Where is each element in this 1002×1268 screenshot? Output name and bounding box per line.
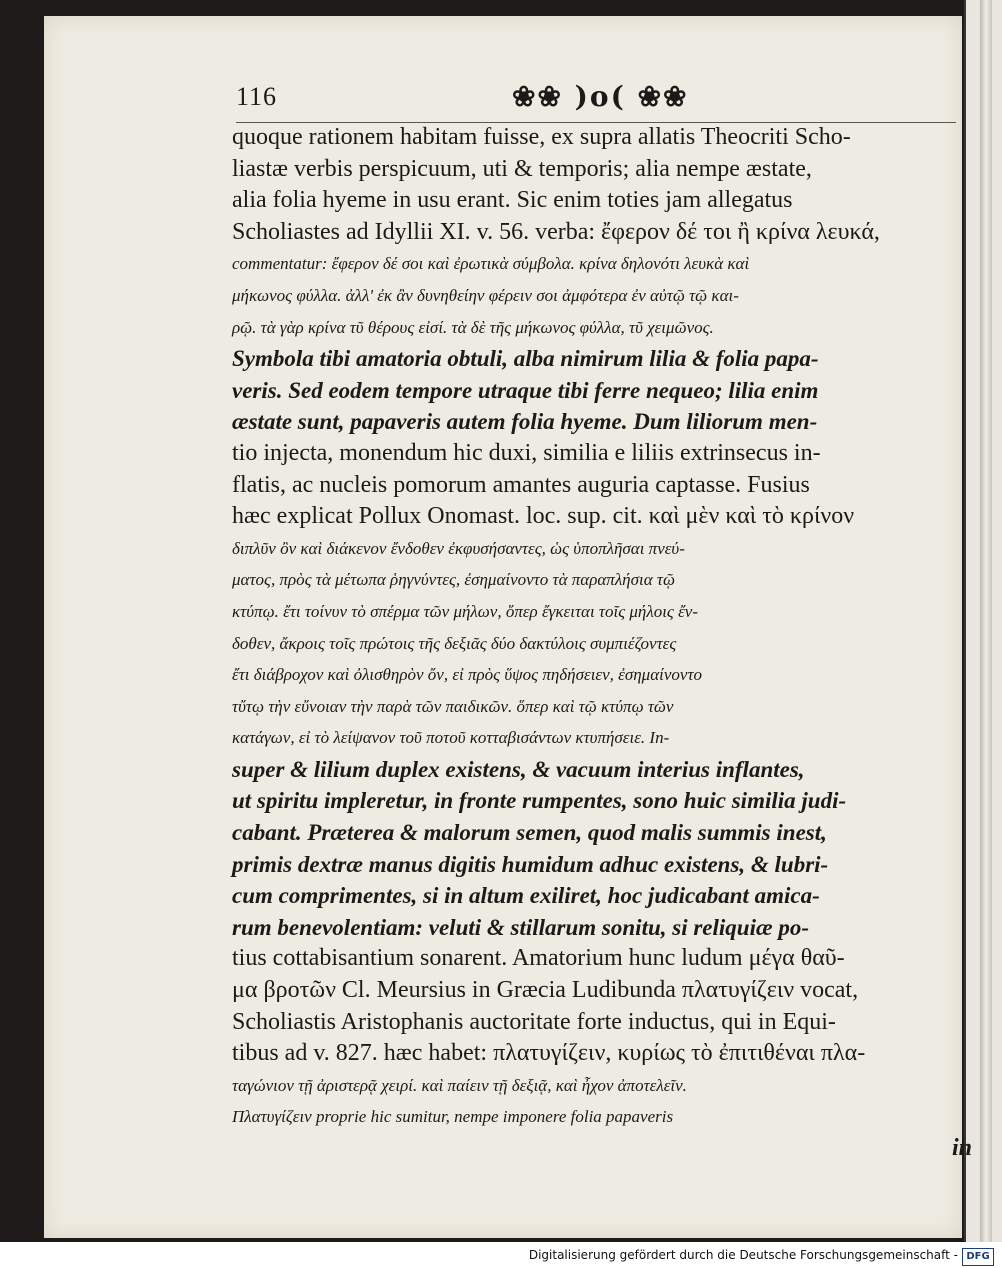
text-line: tibus ad v. 827. hæc habet: πλατυγίζειν, κυρίως τὸ ἐπιτιθέναι πλα- xyxy=(232,1040,866,1067)
text-line: in xyxy=(951,1135,972,1161)
text-line: commentatur: ἔφερον δέ σοι καὶ ἐρωτικὰ σύμβολα. κρίνα δηλονότι λευκὰ καὶ xyxy=(232,254,750,274)
text-line: quoque rationem habitam fuisse, ex supra allatis Theocriti Scho- xyxy=(232,124,851,150)
text-line: διπλῦν ὂν καὶ διάκενον ἔνδοθεν ἐκφυσήσαντες, ὡς ὑποπλῆσαι πνεύ- xyxy=(232,538,685,558)
text-line: alia folia hyeme in usu erant. Sic enim toties jam allegatus xyxy=(232,187,793,214)
text-line: ρῷ. τὰ γὰρ κρίνα τῦ θέρους εἰσί. τὰ δὲ τῆς μήκωνος φύλλα, τῦ χειμῶνος. xyxy=(232,317,714,337)
text-line: super & lilium duplex existens, & vacuum interius inflantes, xyxy=(232,756,805,782)
page-content xyxy=(232,78,972,1161)
text-line: cum comprimentes, si in altum exiliret, hoc judicabant amica- xyxy=(232,883,820,909)
text-line: tio injecta, monendum hic duxi, similia e liliis extrinsecus in- xyxy=(232,439,821,466)
text-line: μα βροτῶν Cl. Meursius in Græcia Ludibunda πλατυγίζειν vocat, xyxy=(232,977,859,1004)
text-line: ταγώνιον τῇ ἀριστερᾷ χειρί. καὶ παίειν τῇ δεξιᾷ, καὶ ἦχον ἀποτελεῖν. xyxy=(232,1075,687,1095)
page-header xyxy=(236,78,956,123)
text-line: τὔτῳ τὴν εὔνοιαν τὴν παρὰ τῶν παιδικῶν. ὅπερ καὶ τῷ κτύπῳ τῶν xyxy=(232,696,674,716)
text-line: Scholiastes ad Idyllii XI. v. 56. verba: ἔφερον δέ τοι ἢ κρίνα λευκά, xyxy=(232,218,880,245)
text-line: δοθεν, ἄκροις τοῖς πρώτοις τῆς δεξιᾶς δύο δακτύλοις συμπιέζοντες xyxy=(232,633,677,653)
text-line: Πλατυγίζειν proprie hic sumitur, nempe imponere folia papaveris xyxy=(232,1107,674,1127)
text-line: κατάγων, εἰ τὸ λείψανον τοῦ ποτοῦ κοτταβισάντων κτυπήσειε. In- xyxy=(232,728,670,748)
body-text xyxy=(232,122,972,1165)
funding-notice: Digitalisierung gefördert durch die Deutsche Forschungsgemeinschaft - xyxy=(528,1248,958,1262)
text-line: hæc explicat Pollux Onomast. loc. sup. cit. καὶ μὲν καὶ τὸ κρίνον xyxy=(232,503,855,530)
text-line: veris. Sed eodem tempore utraque tibi ferre nequeo; lilia enim xyxy=(232,377,819,403)
text-line: rum benevolentiam: veluti & stillarum sonitu, si reliquiæ po- xyxy=(232,914,809,940)
text-line: liastæ verbis perspicuum, uti & temporis; alia nempe æstate, xyxy=(232,155,812,182)
text-line: tius cottabisantium sonarent. Amatorium hunc ludum μέγα θαῦ- xyxy=(232,945,845,972)
book-edge xyxy=(980,0,992,1242)
text-line: ματος, πρὸς τὰ μέτωπα ῥηγνύντες, ἐσημαίνοντο τὰ παραπλήσια τῷ xyxy=(232,570,675,590)
text-line: flatis, ac nucleis pomorum amantes auguria captasse. Fusius xyxy=(232,471,810,498)
dfg-logo: DFG xyxy=(962,1248,994,1266)
text-line: ἔτι διάβροχον καὶ ὀλισθηρὸν ὄν, εἰ πρὸς ὕψος πηδήσειεν, ἐσημαίνοντο xyxy=(232,665,703,685)
footer-bar xyxy=(0,1246,1000,1268)
page-number: 116 xyxy=(236,82,278,111)
text-line: μήκωνος φύλλα. ἀλλ' ἐκ ἂν δυνηθείην φέρειν σοι ἀμφότερα ἐν αὐτῷ τῷ και- xyxy=(232,285,739,305)
scanned-page xyxy=(44,16,972,1238)
text-line: Symbola tibi amatoria obtuli, alba nimirum lilia & folia papa- xyxy=(232,346,819,372)
header-ornament: ❀❀ )o( ❀❀ xyxy=(512,80,689,113)
text-line: ut spiritu impleretur, in fronte rumpentes, sono huic similia judi- xyxy=(232,788,847,814)
text-line: primis dextræ manus digitis humidum adhuc existens, & lubri- xyxy=(232,851,829,877)
text-line: cabant. Præterea & malorum semen, quod malis summis inest, xyxy=(232,820,827,846)
text-line: Scholiastis Aristophanis auctoritate forte inductus, qui in Equi- xyxy=(232,1008,836,1035)
text-line: æstate sunt, papaveris autem folia hyeme. Dum liliorum men- xyxy=(232,409,818,435)
text-line: κτύπῳ. ἔτι τοίνυν τὸ σπέρμα τῶν μήλων, ὅπερ ἔγκειται τοῖς μήλοις ἔν- xyxy=(232,601,698,621)
